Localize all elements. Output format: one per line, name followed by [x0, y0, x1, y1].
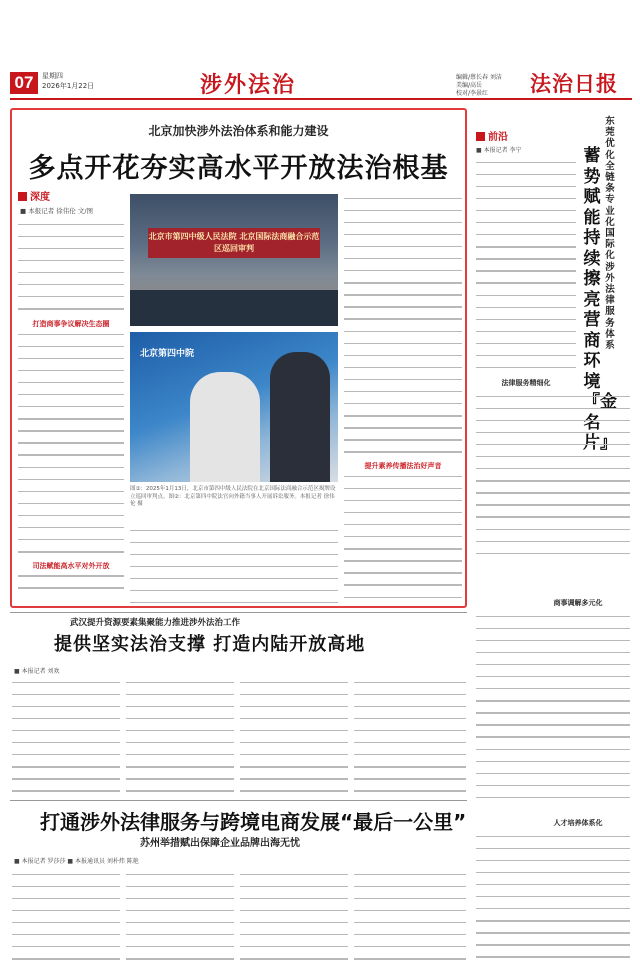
photo-desk-shape	[130, 290, 338, 326]
feature-byline: ■ 本报记者 徐伟伦 文/图	[20, 207, 94, 215]
newspaper-logo: 法治日报	[530, 71, 618, 96]
tag-square-icon	[476, 132, 485, 141]
right-subhead-1: 法律服务精细化	[501, 379, 551, 387]
masthead-rule	[10, 98, 632, 100]
feature-subhead-1: 打造商事争议解决生态圈	[32, 320, 110, 328]
feature-photo-judge	[130, 332, 338, 482]
feature-headline: 多点开花夯实高水平开放法治根基	[28, 153, 449, 184]
article2-kicker: 武汉提升资源要素集聚能力推进涉外法治工作	[70, 618, 241, 628]
feature-photo-court	[130, 194, 338, 326]
divider	[10, 612, 467, 613]
right-column-3	[476, 612, 630, 808]
feature-subhead-2: 司法赋能高水平对外开放	[32, 561, 110, 570]
feature-column-1	[18, 220, 124, 316]
editors-credit: 编辑/蔡长春 刘洁 美编/高岳 校对/李景红	[456, 74, 502, 97]
right-column-top	[476, 158, 576, 374]
section-title: 涉外法治	[200, 73, 297, 98]
feature-caption: 图①：2025年1月13日，北京市第四中级人民法院在北京国际法商融合示范区揭牌设立巡回审判点。图②：北京第四中院法官向外籍当事人开展诉讼服务。本报记者 徐伟伦 摄	[130, 486, 336, 507]
article2-byline: ■ 本报记者 刘欢	[14, 668, 60, 675]
right-vertical-headline: 蓄势赋能持续擦亮营商环境『金名片』	[583, 146, 617, 453]
right-vertical-subhead: 东莞优化全链条专业化国际化涉外法律服务体系	[605, 116, 615, 352]
divider	[10, 800, 467, 801]
feature-article[interactable]	[10, 108, 467, 608]
article3-byline: ■ 本报记者 罗莎莎 ■ 本报通讯员 刘朴炜 陈艳	[14, 858, 139, 865]
article3-headline: 打通涉外法律服务与跨境电商发展“最后一公里”	[40, 810, 467, 834]
feature-subhead-3: 提升素养传播法治好声音	[364, 462, 442, 471]
right-subhead-3: 人才培养体系化	[553, 819, 603, 827]
article2-column-4	[354, 678, 466, 796]
article2-column-1	[12, 678, 120, 796]
tag-square-icon	[18, 192, 27, 201]
article3-column-2	[126, 870, 234, 968]
right-column-2	[530, 392, 630, 562]
article2-headline: 提供坚实法治支撑 打造内陆开放高地	[54, 634, 366, 655]
right-column-4	[476, 832, 630, 966]
right-tag: 前沿	[476, 128, 508, 143]
feature-kicker: 北京加快涉外法治体系和能力建设	[148, 124, 329, 138]
article3-column-3	[240, 870, 348, 968]
feature-column-3	[344, 194, 462, 604]
article3-subheadline: 苏州举措赋出保障企业品牌出海无忧	[140, 838, 300, 849]
issue-date: 星期四 2026年1月22日	[42, 72, 95, 90]
photo-banner: 北京市第四中级人民法院 北京国际法商融合示范区巡回审判	[148, 228, 320, 258]
article3-column-4	[354, 870, 466, 968]
article2-column-2	[126, 678, 234, 796]
photo-person-shape	[270, 352, 330, 482]
photo2-label: 北京第四中院	[140, 349, 195, 359]
masthead	[0, 0, 640, 100]
feature-column-bottom	[130, 526, 338, 604]
article2-column-3	[240, 678, 348, 796]
page-number: 07	[10, 72, 38, 94]
right-byline: ■ 本报记者 李宁	[476, 147, 522, 154]
photo-person-shape	[190, 372, 260, 482]
feature-tag: 深度	[18, 188, 50, 203]
right-subhead-2: 商事调解多元化	[553, 599, 603, 607]
article3-column-1	[12, 870, 120, 968]
feature-column-1b	[18, 318, 124, 598]
